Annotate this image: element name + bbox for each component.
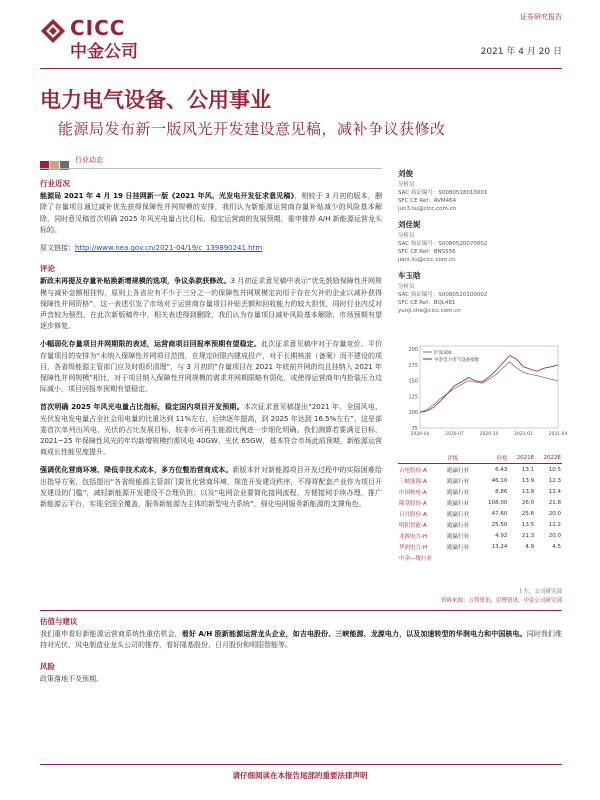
p3-bold: 首次明确 2025 年风光电量占比指标，稳定国内项目开发预期。 xyxy=(40,403,244,412)
section-heading-overview: 行业近况 xyxy=(40,179,70,188)
analyst-name: 车玉晗 xyxy=(398,271,421,280)
analyst-card xyxy=(398,221,562,264)
y-tick-label: 100 xyxy=(408,410,418,417)
analyst-sfc: SFC CE Ref：AVM464 xyxy=(398,198,457,204)
table-cell: 4.5 xyxy=(552,543,561,550)
valuation-paragraph xyxy=(40,629,562,651)
table-cell xyxy=(535,552,562,563)
y-tick-label: 150 xyxy=(408,378,418,385)
table-cell: 中金—级行业 xyxy=(399,555,433,562)
table-cell: 隆基股份-A xyxy=(399,500,427,507)
tag-divider xyxy=(40,168,382,169)
table-row xyxy=(398,508,562,519)
table-cell: 47.60 xyxy=(491,510,508,517)
table-cell: 跑赢行业 xyxy=(447,478,470,485)
table-cell: 25.6 xyxy=(521,510,535,517)
x-tick-label: 2021-01 xyxy=(514,432,533,437)
y-tick-label: 175 xyxy=(408,362,418,369)
table-cell: 跑赢行业 xyxy=(447,467,470,474)
table-row xyxy=(398,464,562,476)
report-date: 2021 年 4 月 20 日 xyxy=(480,47,562,57)
cicc-logo-icon xyxy=(40,18,66,44)
logo-text-en: CICC xyxy=(70,16,126,40)
page-title: 电力电气设备、公用事业 xyxy=(40,88,271,112)
analyst-sac: SAC 执证编号：S0080520100002 xyxy=(398,292,488,298)
table-cell: 12.2 xyxy=(548,521,561,528)
source-link[interactable]: http://www.nea.gov.cn/2021-04/19/c_139890241.htm xyxy=(75,244,263,253)
table-cell: 108.00 xyxy=(488,499,508,506)
table-cell: 华润电力-H xyxy=(399,544,428,551)
legend-label: 中金电力电气设备指数 xyxy=(434,358,479,363)
analyst-role: 分析员 xyxy=(398,233,415,239)
valuation-post: 同时我们维持对光伏、风电制造业龙头公司的推荐，看好隆基股份、日月股份和明阳智能等。 xyxy=(40,630,563,650)
table-row xyxy=(398,541,562,552)
x-tick-label: 2020-10 xyxy=(479,432,499,437)
analyst-panel xyxy=(398,170,562,323)
valuation-bold: 看好 A/H 股新能源运营龙头企业，如吉电股份、三峡能源、龙源电力，以及加速转型的华润电力和中国核电。 xyxy=(181,630,527,639)
logo-text-cn: 中金公司 xyxy=(70,42,138,62)
lower-content xyxy=(40,616,563,692)
table-cell: 跑赢行业 xyxy=(447,511,470,518)
table-cell: 13.1 xyxy=(521,466,535,473)
table-row xyxy=(398,519,562,530)
table-cell: 46.10 xyxy=(491,477,508,484)
section-divider xyxy=(40,610,562,611)
table-header: 评级 xyxy=(446,452,479,464)
y-tick-label: 200 xyxy=(408,347,418,354)
comment-paragraph-1 xyxy=(40,276,382,332)
table-cell: 20.0 xyxy=(548,532,561,539)
table-cell: 13.9 xyxy=(521,477,535,484)
table-cell: 20.0 xyxy=(548,510,561,517)
x-tick-label: 2020-07 xyxy=(445,432,464,437)
table-cell: 21.3 xyxy=(521,532,535,539)
table-cell: 12.3 xyxy=(548,477,561,484)
comment-paragraph-2 xyxy=(40,339,382,395)
series-line xyxy=(420,362,558,412)
table-header-row xyxy=(398,452,562,464)
table-cell: 25.50 xyxy=(491,521,508,528)
risk-paragraph: 政策落地不及预期。 xyxy=(40,674,103,683)
series-line xyxy=(420,356,558,413)
table-cell: 8.86 xyxy=(495,488,508,495)
table-cell: 13.5 xyxy=(521,521,535,528)
analyst-email[interactable]: jun3.liu@cicc.com.cn xyxy=(398,206,457,212)
table-cell: 21.8 xyxy=(548,499,561,506)
table-cell: 明阳智能-A xyxy=(399,522,427,529)
comment-paragraph-3 xyxy=(40,402,382,458)
overview-paragraph xyxy=(40,191,382,236)
analyst-name: 刘俊 xyxy=(398,169,413,178)
table-cell xyxy=(508,552,535,563)
table-cell: 跑赢行业 xyxy=(447,522,470,529)
y-tick-label: 125 xyxy=(408,394,418,401)
table-cell: 日月股份-A xyxy=(399,511,427,518)
legal-disclaimer: 请仔细阅读在本报告尾部的重要法律声明 xyxy=(232,771,368,780)
analyst-role: 分析员 xyxy=(398,284,415,290)
analyst-email[interactable]: jiani.liu@cicc.com.cn xyxy=(398,257,456,263)
legend-label: 沪深300 xyxy=(434,351,452,356)
table-row xyxy=(398,475,562,486)
main-content xyxy=(40,178,382,517)
table-cell: 10.5 xyxy=(548,466,561,473)
table-cell: 三峡能源-A xyxy=(399,478,427,485)
table-header: 2022E xyxy=(535,452,562,464)
tag-squares-icon xyxy=(40,155,70,174)
table-cell: 26.0 xyxy=(521,499,535,506)
y-tick-label: 75 xyxy=(411,426,418,432)
overview-text: ，相较于 3 月初的版本，删除了存量项目通过减补优先获得保障性并网规模的安排，我们认为新能源运营商存量补贴减少的风险基本解除，同时意见稿首次明确 2025 年风光电量占比目标，稳定运营商的发展预期，重申推荐 A/H 新能源运营龙头标的。 xyxy=(40,192,382,234)
table-cell: 4.9 xyxy=(525,543,535,550)
table-cell: 4.92 xyxy=(495,532,508,539)
section-heading-comment: 评论 xyxy=(40,264,55,274)
p2-text: 此次征求意见稿中对于存量竞价、平价存量项目的安排为“未纳入保障性并网项目范围，在规定时限内建成投产，对于长期核准（备案）而不建设的项目，各省级能源主管部门应及时组织清理”，与 3 月初的“存量项目在 2021 年底前并网的均且挂纳入 2021 年保障性并网规模”相比，对于项目纳入保障性并网规模的需求并网期限略有弱化，或使得运营商年内抢装压力边际减小，项目回报率预期有望稳定。 xyxy=(40,340,383,394)
valuation-pre: 我们重申看好新能源运营商系统性重估机会， xyxy=(40,630,182,639)
table-cell: 吉电股份-A xyxy=(399,467,427,474)
analyst-role: 分析员 xyxy=(398,182,415,188)
table-row xyxy=(398,486,562,497)
table-row xyxy=(398,497,562,508)
table-cell: 13.9 xyxy=(521,488,535,495)
p3-text: 本次征求意见稿提出“2021 年，全国风电、光伏发电发电量占全社会用电量的比重达到 11%左右，后续逐年提高，到 2025 年达到 16.5%左右”，这是部委首次单列出风电、光伏的占比发展目标，较非水可再生能源比例进一步细化明确。我们测算若要满足目标，2021~25 年保障性风光的年均新增规模约需风电 40GW、光伏 65GW，基本符合市场此前预期，新能源运营商成长性能见度提升。 xyxy=(40,403,382,457)
analyst-card xyxy=(398,272,562,315)
p4-text: 新版本针对新能源项目开发过程中的实际困难给出指导方案，包括提出“各省级能源主管部门要优化营商环境，规范开发建设秩序，不得将配套产业作为项目开发建设的门槛”，减轻新能源开发建设不合理负担；以及“电网企业要简化接网流程、方便接网手续办理，推广新能源云平台，实现全国全覆盖，服务新能源为主体的新型电力系统”，强化电网服务新能源的支撑角色。 xyxy=(40,466,383,509)
analyst-card xyxy=(398,170,562,213)
table-cell: 13.24 xyxy=(491,543,508,550)
p1-bold: 新政未再提及存量补贴换新增规模的选项，争议条款获修改。 xyxy=(40,277,231,286)
footer-divider xyxy=(40,764,562,765)
table-cell: 12.4 xyxy=(548,488,561,495)
analyst-sac: SAC 执证编号：S0080520070002 xyxy=(398,241,488,247)
link-label: 原文链接： xyxy=(40,244,75,253)
report-type: 证券研究报告 xyxy=(520,13,562,21)
performance-chart xyxy=(398,342,568,442)
page-subtitle: 能源局发布新一版风光开发建设意见稿，减补争议获修改 xyxy=(58,120,446,138)
table-row xyxy=(398,530,562,541)
cicc-logo xyxy=(40,14,180,64)
source-link-line xyxy=(40,243,382,254)
p4-bold: 强调优化营商环境、降低非技术成本，多方位整治营商成本。 xyxy=(40,466,233,475)
overview-bold: 能源局 2021 年 4 月 19 日挂网新一版《2021 年风、光发电开发征求意见稿》 xyxy=(40,192,295,201)
analyst-sfc: SFC CE Ref：BNS556 xyxy=(398,249,456,255)
analyst-sfc: SFC CE Ref：BQL481 xyxy=(398,300,456,306)
report-tag: 行业动态 xyxy=(75,156,103,164)
table-header: 2021E xyxy=(508,452,535,464)
analyst-email[interactable]: yunji.che@cicc.com.cn xyxy=(398,308,461,314)
section-heading-risk: 风险 xyxy=(40,661,55,671)
table-cell: 跑赢行业 xyxy=(447,489,470,496)
x-tick-label: 2021-04 xyxy=(548,432,568,437)
table-header xyxy=(398,452,446,464)
table-cell: 6.43 xyxy=(495,466,508,473)
analyst-name: 刘佳妮 xyxy=(398,220,421,229)
table-cell: 跑赢行业 xyxy=(447,544,470,551)
table-cell: 龙源电力-H xyxy=(399,533,428,540)
x-tick-label: 2020-04 xyxy=(410,432,430,437)
table-header: 价格 xyxy=(479,452,508,464)
header-divider xyxy=(40,68,562,69)
table-cell: 跑赢行业 xyxy=(447,533,470,540)
table-cell xyxy=(479,552,508,563)
p2-bold: 小幅弱化存量项目并网期限的表述，运营商项目回报率预期有望稳定。 xyxy=(40,340,261,349)
chart-source: 资料来源：万得资讯，彭博资讯，中金公司研究部 xyxy=(440,598,562,604)
valuation-table xyxy=(398,452,562,563)
comment-paragraph-4 xyxy=(40,465,382,510)
table-row xyxy=(398,552,562,563)
analyst-sac: SAC 执证编号：S0080518010001 xyxy=(398,190,488,196)
table-cell: 跑赢行业 xyxy=(447,500,470,507)
table-cell: 中国核电-A xyxy=(399,489,427,496)
section-heading-valuation: 估值与建议 xyxy=(40,617,78,626)
table-source: 上左，公司研究部 xyxy=(517,589,562,595)
table-cell xyxy=(446,552,479,563)
p1-text: 3 月初征求意见稿中表示“优先鼓励保障性并网规模与减补金额相挂钩，原则上各省应有不少于三分之一的保障性并网规模定向用于存在欠补的企业以减补获得保障性并网资格”，这一表述引发了市场对于运营商存量项目补贴丢额和回收能力的较大担忧，同时行业内反对声音较为强烈。在此次新版稿件中，相关表述得到删除，我们认为存量项目减补风险基本解除、市场预期有望逐步修复。 xyxy=(40,277,382,331)
